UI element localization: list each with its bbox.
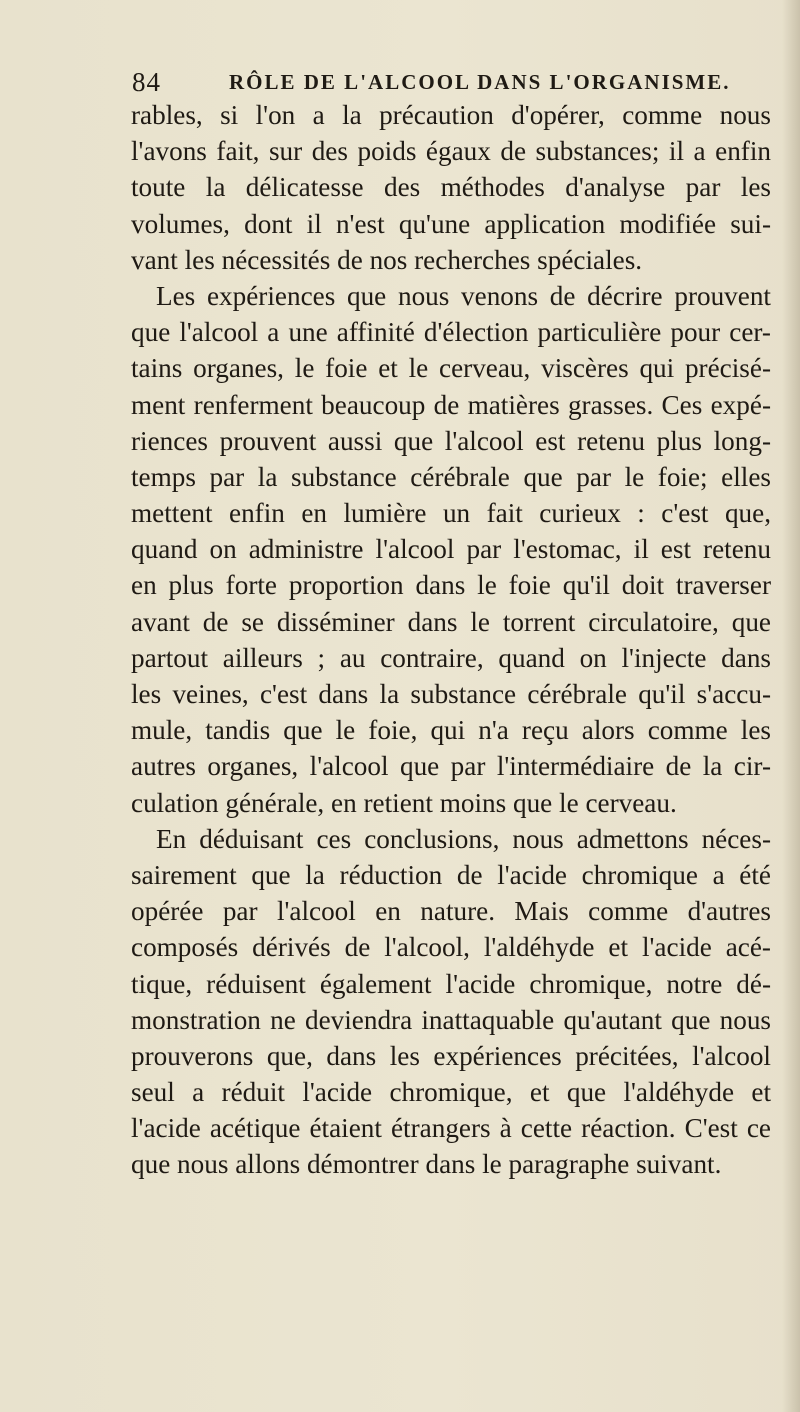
text-line: ment renferment beaucoup de matières grasses. Ces expé-: [131, 389, 771, 420]
text-line: volumes, dont il n'est qu'une application modifiée sui-: [131, 208, 771, 239]
text-line: mule, tandis que le foie, qui n'a reçu alors comme les: [131, 715, 771, 746]
text-line: sairement que la réduction de l'acide chromique a été: [131, 859, 771, 890]
text-line: avant de se disséminer dans le torrent circulatoire, que: [131, 606, 771, 637]
text-line: opérée par l'alcool en nature. Mais comme d'autres: [131, 896, 771, 927]
text-line: mettent enfin en lumière un fait curieux : c'est que,: [131, 498, 771, 529]
text-line: composés dérivés de l'alcool, l'aldéhyde et l'acide acé-: [131, 932, 771, 963]
text-line: monstration ne deviendra inattaquable qu'autant que nous: [131, 1004, 771, 1035]
text-line: partout ailleurs ; au contraire, quand on l'injecte dans: [131, 642, 771, 673]
text-line: que l'alcool a une affinité d'élection particulière pour cer-: [131, 317, 771, 348]
text-line: rables, si l'on a la précaution d'opérer, comme nous: [131, 100, 771, 130]
page-header: [132, 67, 772, 97]
text-line: riences prouvent aussi que l'alcool est retenu plus long-: [131, 425, 771, 456]
text-line: toute la délicatesse des méthodes d'analyse par les: [131, 172, 771, 203]
text-line: vant les nécessités de nos recherches spéciales.: [131, 244, 643, 275]
running-head: RÔLE DE L'ALCOOL DANS L'ORGANISME.: [229, 70, 731, 94]
page-edge-shadow: [782, 0, 800, 1412]
text-line: que nous allons démontrer dans le paragraphe suivant.: [131, 1149, 722, 1180]
text-line: les veines, c'est dans la substance cérébrale qu'il s'accu-: [131, 679, 771, 709]
body-text: [131, 97, 771, 1183]
text-line: Les expériences que nous venons de décrire prouvent: [156, 280, 771, 311]
text-line: l'acide acétique étaient étrangers à cette réaction. C'est ce: [131, 1113, 771, 1144]
text-line: En déduisant ces conclusions, nous admettons néces-: [156, 823, 771, 854]
page-number: 84: [132, 67, 161, 97]
text-line: tique, réduisent également l'acide chromique, notre dé-: [131, 968, 771, 999]
text-line: l'avons fait, sur des poids égaux de substances; il a enfin: [131, 136, 771, 167]
text-line: tains organes, le foie et le cerveau, viscères qui précisé-: [131, 353, 771, 384]
text-line: prouverons que, dans les expériences précitées, l'alcool: [131, 1040, 771, 1071]
text-line: en plus forte proportion dans le foie qu'il doit traverser: [131, 570, 771, 601]
text-line: culation générale, en retient moins que le cerveau.: [131, 787, 677, 818]
text-line: autres organes, l'alcool que par l'intermédiaire de la cir-: [131, 751, 771, 782]
text-line: quand on administre l'alcool par l'estomac, il est retenu: [131, 534, 771, 565]
text-line: temps par la substance cérébrale que par le foie; elles: [131, 461, 771, 492]
text-line: seul a réduit l'acide chromique, et que l'aldéhyde et: [131, 1077, 771, 1108]
